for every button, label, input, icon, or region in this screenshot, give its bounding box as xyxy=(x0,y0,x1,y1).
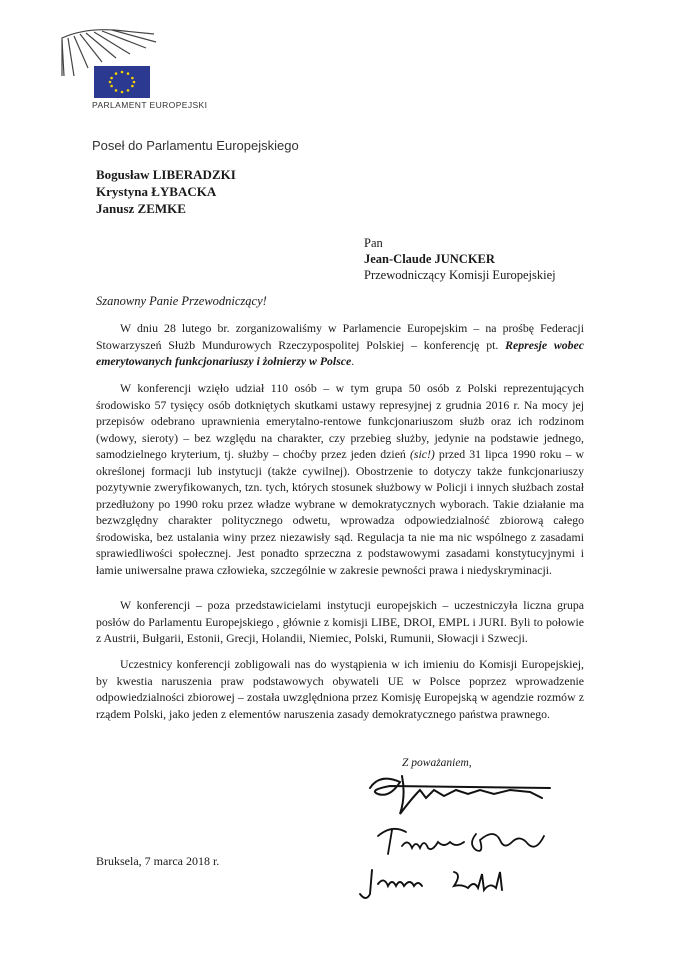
sender-role-title: Poseł do Parlamentu Europejskiego xyxy=(92,138,299,153)
place-and-date: Bruksela, 7 marca 2018 r. xyxy=(96,854,220,868)
sender-name: Krystyna ŁYBACKA xyxy=(96,184,217,199)
signature-liberadzki xyxy=(360,768,560,818)
recipient-position: Przewodniczący Komisji Europejskiej xyxy=(364,268,556,282)
salutation: Szanowny Panie Przewodniczący! xyxy=(96,294,267,308)
sender-name: Bogusław LIBERADZKI xyxy=(96,167,236,182)
conference-title: Represje wobec emerytowanych funkcjonariuszy i żołnierzy w Polsce xyxy=(96,337,584,368)
signature-zemke xyxy=(358,864,518,904)
paragraph-2: W konferencji wzięło udział 110 osób – w tym grupa 50 osób z Polski reprezentujących środowisko 57 tysięcy osób dotkniętych skutkami ustawy represyjnej z grudnia 2016 r. Na mocy jej przepisów odebrano uprawnienia emerytalno-rentowe funkcjonariuszom służb oraz ich rodzinom (wdowy, sieroty) – bez względu na charakter, czy przebieg służby, jedynie na podstawie jednego, samodzielnego kryterium, tj. służby – choćby przez jeden dzień (sic!) przed 31 lipca 1990 roku – w określonej formacji lub instytucji (także cywilnej). Obostrzenie to dotyczy także funkcjonariuszy pozytywnie zweryfikowanych, tzn. tych, których stosunek służbowy w Policji i innych służbach został przedłużony po 1990 roku przez władze wybrane w demokratycznych wyborach. Takie działanie ma bezwzględny charakter politycznego odwetu, wprowadza odpowiedzialność zbiorową całego środowiska, bez ustalania winy przez niezawisły sąd. Regulacja ta nie ma nic wspólnego z zasadami sprawiedliwości społecznej. Jest ponadto sprzeczna z podstawowymi zasadami konstytucyjnymi i łamie uniwersalne prawa człowieka, szczególnie w zakresie pewności prawa i niedyskryminacji. xyxy=(96,381,585,577)
closing: Z poważaniem, xyxy=(402,757,472,769)
recipient-name: Jean-Claude JUNCKER xyxy=(364,252,495,266)
signature-lybacka xyxy=(372,822,550,862)
paragraph-4: Uczestnicy konferencji zobligowali nas do wystąpienia w ich imieniu do Komisji Europejskiej, by kwestia naruszenia praw podstawowych obywateli UE w Polsce poprzez wprowadzenie odpowiedzialności zbiorowej – została uwzględniona przez Komisję Europejską w agendzie rozmów z rządem Polski, jako jeden z elementów naruszenia zasady demokratycznego państwa prawnego. xyxy=(96,657,584,721)
recipient-title: Pan xyxy=(364,236,383,250)
organization-name: PARLAMENT EUROPEJSKI xyxy=(92,100,208,110)
paragraph-3: W konferencji – poza przedstawicielami instytucji europejskich – uczestniczyła liczna grupa posłów do Parlamentu Europejskiego , głównie z komisji LIBE, DROI, EMPL i JURI. Byli to połowie z Austrii, Bułgarii, Estonii, Grecji, Holandii, Niemiec, Polski, Rumunii, Słowacji i Szwecji. xyxy=(96,598,584,645)
paragraph-1: W dniu 28 lutego br. zorganizowaliśmy w Parlamencie Europejskim – na prośbę Federacji Stowarzyszeń Służb Mundurowych Rzeczypospolitej Polskiej – konferencję pt. Represje wobec emerytowanych funkcjonariuszy i żołnierzy w Polsce. xyxy=(96,321,584,368)
sender-name: Janusz ZEMKE xyxy=(96,201,186,216)
